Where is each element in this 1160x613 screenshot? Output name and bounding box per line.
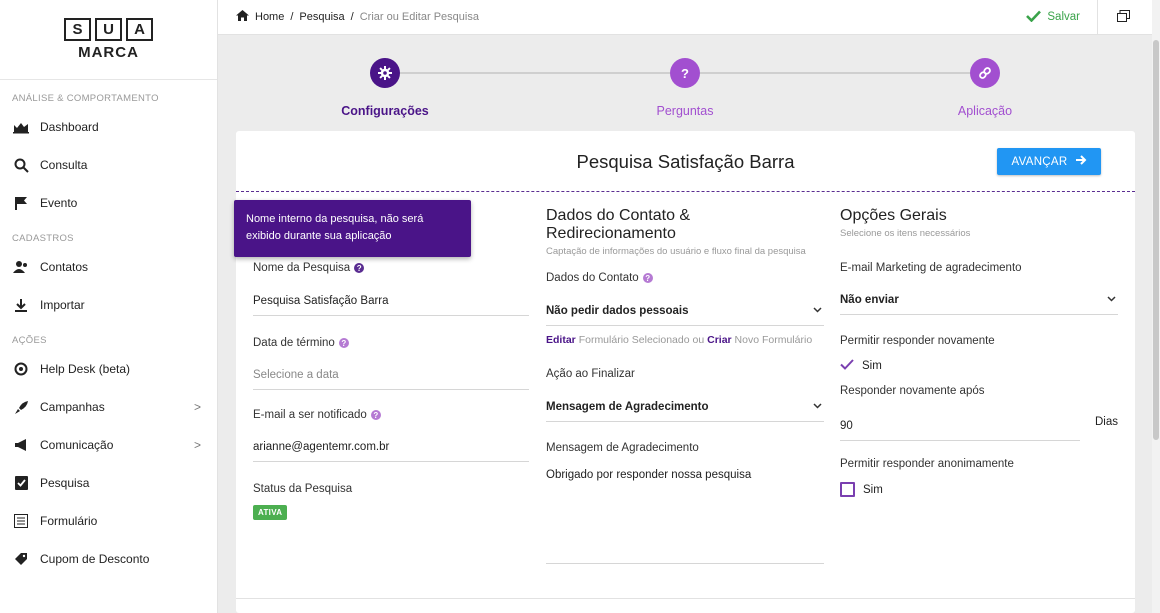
section-subtitle: Selecione os itens necessários bbox=[840, 228, 971, 239]
thanks-message-textarea[interactable]: Obrigado por responder nossa pesquisa bbox=[546, 469, 824, 564]
help-icon[interactable]: ? bbox=[643, 273, 653, 283]
section-title-cadastros: CADASTROS bbox=[12, 233, 74, 244]
top-bar bbox=[218, 0, 1160, 35]
help-icon[interactable]: ? bbox=[371, 410, 381, 420]
sidebar-item-label: Consulta bbox=[40, 158, 88, 172]
checkbox-label: Sim bbox=[862, 360, 882, 372]
help-icon[interactable]: ? bbox=[339, 338, 349, 348]
sidebar-item-label: Dashboard bbox=[40, 120, 99, 134]
form-icon bbox=[12, 512, 30, 530]
sidebar-item-label: Help Desk (beta) bbox=[40, 362, 131, 376]
sidebar-item-label: Campanhas bbox=[40, 400, 105, 414]
sidebar-item-contatos[interactable] bbox=[0, 248, 217, 286]
finish-action-select[interactable] bbox=[546, 396, 824, 422]
anonymous-checkbox[interactable] bbox=[840, 482, 883, 497]
tooltip: Nome interno da pesquisa, não será exibido durante sua aplicação bbox=[234, 200, 471, 257]
next-button[interactable] bbox=[997, 148, 1101, 175]
sidebar-item-label: Importar bbox=[40, 298, 85, 312]
link-text: Novo Formulário bbox=[734, 334, 813, 346]
rocket-icon bbox=[12, 398, 30, 416]
form-links bbox=[546, 334, 824, 346]
thanks-message-label: Mensagem de Agradecimento bbox=[546, 442, 699, 454]
again-after-input[interactable]: 90 bbox=[840, 411, 1080, 441]
scrollbar[interactable] bbox=[1152, 0, 1160, 613]
logo-letter: A bbox=[126, 18, 153, 41]
breadcrumb-separator: / bbox=[290, 11, 294, 23]
anonymous-label: Permitir responder anonimamente bbox=[840, 458, 1014, 470]
dashboard-icon bbox=[12, 118, 30, 136]
divider bbox=[1097, 0, 1098, 34]
survey-name-input[interactable]: Pesquisa Satisfação Barra bbox=[253, 290, 529, 316]
home-icon[interactable] bbox=[236, 10, 249, 24]
sidebar-item-label: Contatos bbox=[40, 260, 89, 274]
help-icon[interactable]: ? bbox=[354, 263, 364, 273]
breadcrumb-pesquisa[interactable]: Pesquisa bbox=[299, 11, 345, 23]
section-subtitle: Captação de informações do usuário e fluxo final da pesquisa bbox=[546, 246, 806, 257]
sidebar-item-cupom[interactable] bbox=[0, 540, 217, 578]
allow-again-checkbox[interactable] bbox=[840, 359, 882, 373]
sidebar-item-label: Cupom de Desconto bbox=[40, 552, 150, 566]
email-marketing-label: E-mail Marketing de agradecimento bbox=[840, 262, 1022, 274]
sidebar-item-dashboard[interactable] bbox=[0, 108, 217, 146]
sidebar-item-formulario[interactable] bbox=[0, 502, 217, 540]
breadcrumb-home[interactable]: Home bbox=[255, 11, 285, 23]
search-icon bbox=[12, 156, 30, 174]
sidebar-item-comunicacao[interactable] bbox=[0, 426, 217, 464]
chevron-right-icon[interactable]: > bbox=[193, 400, 201, 414]
survey-icon bbox=[12, 474, 30, 492]
chevron-down-icon bbox=[813, 396, 822, 418]
section-heading: Opções Gerais bbox=[840, 207, 947, 224]
sidebar-item-pesquisa[interactable] bbox=[0, 464, 217, 502]
page-title: Pesquisa Satisfação Barra bbox=[576, 151, 795, 172]
status-label: Status da Pesquisa bbox=[253, 483, 353, 495]
sidebar-item-helpdesk[interactable] bbox=[0, 350, 217, 388]
sidebar bbox=[0, 0, 218, 613]
scrollbar-thumb[interactable] bbox=[1153, 40, 1159, 440]
sidebar-item-label: Formulário bbox=[40, 514, 98, 528]
step-label: Configurações bbox=[341, 104, 429, 118]
create-form-link[interactable]: Criar bbox=[707, 334, 732, 346]
step-label: Aplicação bbox=[957, 104, 1013, 118]
sidebar-item-importar[interactable] bbox=[0, 286, 217, 324]
end-date-input[interactable]: Selecione a data bbox=[253, 364, 529, 390]
select-value: Não enviar bbox=[840, 294, 899, 306]
logo-letter: U bbox=[95, 18, 122, 41]
brand-logo[interactable] bbox=[0, 0, 217, 80]
save-label: Salvar bbox=[1047, 11, 1080, 23]
sidebar-item-label: Pesquisa bbox=[40, 476, 90, 490]
sidebar-item-label: Evento bbox=[40, 196, 78, 210]
contacts-icon bbox=[12, 258, 30, 276]
sidebar-item-consulta[interactable] bbox=[0, 146, 217, 184]
notify-email-label bbox=[253, 409, 529, 421]
megaphone-icon bbox=[12, 436, 30, 454]
label-text: Dados do Contato bbox=[546, 272, 639, 284]
window-restore-icon[interactable] bbox=[1117, 10, 1130, 25]
email-marketing-select[interactable] bbox=[840, 289, 1118, 315]
end-date-label bbox=[253, 337, 529, 349]
next-label: AVANÇAR bbox=[1011, 155, 1068, 168]
step-aplicacao[interactable] bbox=[925, 58, 1045, 118]
select-value: Mensagem de Agradecimento bbox=[546, 401, 709, 413]
sidebar-item-campanhas[interactable] bbox=[0, 388, 217, 426]
logo-letter: S bbox=[64, 18, 91, 41]
step-label: Perguntas bbox=[656, 104, 714, 118]
arrow-right-icon bbox=[1076, 155, 1087, 168]
breadcrumb-separator: / bbox=[350, 11, 354, 23]
notify-email-input[interactable]: arianne@agentemr.com.br bbox=[253, 436, 529, 462]
chevron-right-icon[interactable]: > bbox=[193, 438, 201, 452]
allow-again-label: Permitir responder novamente bbox=[840, 335, 995, 347]
step-perguntas[interactable] bbox=[625, 58, 745, 118]
select-value: Não pedir dados pessoais bbox=[546, 305, 689, 317]
divider bbox=[236, 191, 1135, 192]
divider bbox=[236, 598, 1135, 599]
coupon-icon bbox=[12, 550, 30, 568]
again-after-label: Responder novamente após bbox=[840, 385, 985, 397]
label-text: Nome da Pesquisa bbox=[253, 262, 351, 274]
question-icon: ? bbox=[670, 58, 700, 88]
column-contact bbox=[546, 207, 824, 481]
check-icon bbox=[1026, 10, 1041, 25]
status-badge: ATIVA bbox=[253, 505, 287, 520]
breadcrumb bbox=[236, 10, 479, 24]
section-heading: Dados do Contato & Redirecionamento bbox=[546, 207, 691, 242]
chevron-down-icon bbox=[1107, 289, 1116, 311]
link-icon bbox=[970, 58, 1000, 88]
gear-icon bbox=[370, 58, 400, 88]
checkbox-label: Sim bbox=[863, 483, 883, 496]
step-configuracoes[interactable] bbox=[325, 58, 445, 118]
label-text: Data de término bbox=[253, 337, 335, 349]
helpdesk-icon bbox=[12, 360, 30, 378]
sidebar-item-label: Comunicação bbox=[40, 438, 114, 452]
download-icon bbox=[12, 296, 30, 314]
column-options bbox=[840, 207, 1119, 496]
breadcrumb-current: Criar ou Editar Pesquisa bbox=[359, 11, 479, 23]
survey-name-label bbox=[253, 262, 529, 274]
checkbox-box bbox=[840, 482, 855, 497]
sidebar-item-evento[interactable] bbox=[0, 184, 217, 222]
chevron-down-icon bbox=[813, 300, 822, 322]
logo-text: MARCA bbox=[78, 44, 139, 61]
link-text: Formulário Selecionado ou bbox=[578, 334, 705, 346]
stepper bbox=[236, 58, 1134, 122]
label-text: E-mail a ser notificado bbox=[253, 409, 367, 421]
save-button[interactable] bbox=[1026, 0, 1080, 34]
flag-icon bbox=[12, 194, 30, 212]
again-after-unit: Dias bbox=[1095, 416, 1119, 428]
contact-data-label bbox=[546, 272, 824, 284]
checkmark-icon bbox=[840, 359, 854, 373]
edit-form-link[interactable]: Editar bbox=[546, 334, 576, 346]
section-title-acoes: AÇÕES bbox=[12, 335, 47, 346]
section-title-analise: ANÁLISE & COMPORTAMENTO bbox=[12, 93, 159, 104]
finish-action-label: Ação ao Finalizar bbox=[546, 368, 635, 380]
contact-data-select[interactable] bbox=[546, 300, 824, 326]
